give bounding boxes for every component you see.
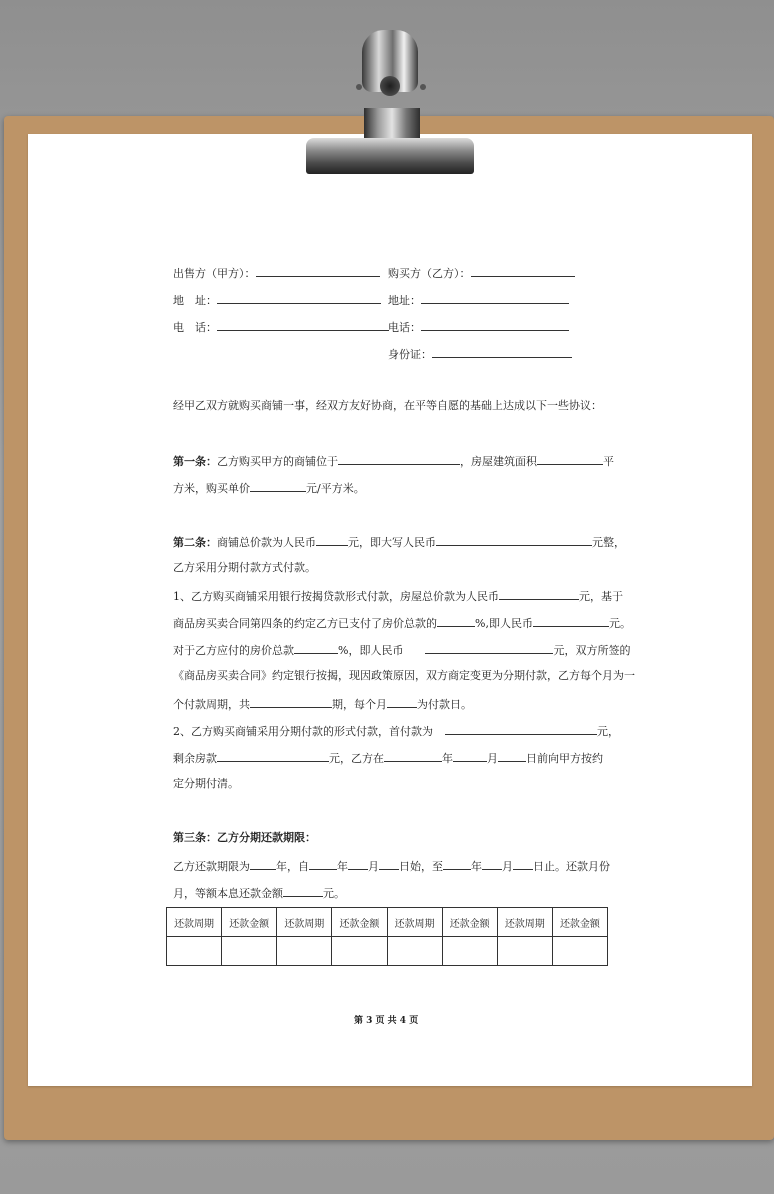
article-2-text: 商铺总价款为人民币: [217, 536, 316, 549]
article-2-p2-line-3: 定分期付清。: [173, 777, 239, 790]
address-row-2: [388, 292, 569, 308]
due-percent-blank[interactable]: [294, 642, 338, 654]
seller-row: [173, 265, 380, 281]
table-header-cell: 还款周期: [277, 908, 332, 937]
article-2-text: 1、乙方购买商铺采用银行按揭贷款形式付款，房屋总价款为人民币: [173, 590, 499, 603]
article-2-p1-line-1: [173, 588, 623, 604]
id-blank[interactable]: [432, 346, 572, 358]
seller-blank[interactable]: [256, 265, 380, 277]
end-day-blank[interactable]: [513, 858, 533, 870]
deadline-day-blank[interactable]: [498, 750, 526, 762]
article-2-text: 商品房买卖合同第四条的约定乙方已支付了房价总款的: [173, 617, 437, 630]
table-header-cell: 还款金额: [552, 908, 607, 937]
article-2-text: 月: [487, 752, 498, 765]
article-3-text: 乙方还款期限为: [173, 860, 250, 873]
article-3-text: 年: [337, 860, 348, 873]
article-2-text: 年: [442, 752, 453, 765]
remaining-amount-blank[interactable]: [217, 750, 329, 762]
article-2-text: %,即人民币: [475, 617, 533, 630]
buyer-blank[interactable]: [471, 265, 575, 277]
article-1-text: ，房屋建筑面积: [460, 455, 537, 468]
shop-location-blank[interactable]: [338, 453, 460, 465]
article-2-p1-line-4: 《商品房买卖合同》约定银行按揭，现因政策原因，双方商定变更为分期付款，乙方每个月为一: [173, 669, 635, 682]
article-2-p1-line-5: [173, 696, 472, 712]
id-label: 身份证：: [388, 348, 432, 361]
article-3-text: 月，等额本息还款金额: [173, 887, 283, 900]
table-cell[interactable]: [332, 937, 387, 966]
article-2-line-1: [173, 534, 625, 550]
unit-price-blank[interactable]: [250, 480, 306, 492]
article-3-title: 第三条：乙方分期还款期限：: [173, 831, 316, 844]
pay-day-blank[interactable]: [387, 696, 417, 708]
article-2-text: 元，乙方在: [329, 752, 384, 765]
table-header-cell: 还款金额: [222, 908, 277, 937]
article-2-text: 元，: [597, 725, 619, 738]
tel-blank-2[interactable]: [421, 319, 569, 331]
article-1-line-1: [173, 453, 614, 469]
intro-paragraph: 经甲乙双方就购买商铺一事，经双方友好协商，在平等自愿的基础上达成以下一些协议：: [173, 399, 602, 412]
article-3-text: 日止。还款月份: [533, 860, 610, 873]
deadline-year-blank[interactable]: [384, 750, 442, 762]
article-2-text: 日前向甲方按约: [526, 752, 603, 765]
address-row-1: [173, 292, 381, 308]
address-label-1: 地 址：: [173, 294, 217, 307]
table-header-cell: 还款金额: [442, 908, 497, 937]
table-header-cell: 还款金额: [332, 908, 387, 937]
article-3-text: 月: [368, 860, 379, 873]
loan-total-blank[interactable]: [499, 588, 579, 600]
article-2-text: 元，双方所签的: [553, 644, 631, 657]
table-cell[interactable]: [222, 937, 277, 966]
due-amount-blank[interactable]: [425, 642, 553, 654]
start-month-blank[interactable]: [348, 858, 368, 870]
start-day-blank[interactable]: [379, 858, 399, 870]
deadline-month-blank[interactable]: [453, 750, 487, 762]
article-3-text: 元。: [323, 887, 345, 900]
article-2-title: 第二条：: [173, 536, 217, 549]
start-year-blank[interactable]: [309, 858, 337, 870]
article-3-line-2: [173, 885, 345, 901]
table-header-cell: 还款周期: [387, 908, 442, 937]
seller-label: 出售方（甲方）：: [173, 267, 256, 280]
table-cell[interactable]: [167, 937, 222, 966]
article-2-text: 为付款日。: [417, 698, 472, 711]
total-price-blank[interactable]: [316, 534, 348, 546]
article-3-text: 年，自: [276, 860, 309, 873]
tel-label-1: 电 话：: [173, 321, 217, 334]
article-1-text: 平: [603, 455, 614, 468]
article-1-text: 乙方购买甲方的商铺位于: [217, 455, 338, 468]
id-row: [388, 346, 572, 362]
table-header-cell: 还款周期: [167, 908, 222, 937]
tel-row-2: [388, 319, 569, 335]
buyer-row: [388, 265, 575, 281]
article-3-text: 月: [502, 860, 513, 873]
article-2-text: 2、乙方购买商铺采用分期付款的形式付款，首付款为: [173, 725, 433, 738]
term-years-blank[interactable]: [250, 858, 276, 870]
down-payment-blank[interactable]: [445, 723, 597, 735]
article-2-p2-line-1: [173, 723, 619, 739]
paid-amount-blank[interactable]: [533, 615, 609, 627]
article-3-text: 年: [471, 860, 482, 873]
period-count-blank[interactable]: [250, 696, 332, 708]
article-1-text: 元/平方米。: [306, 482, 365, 495]
tel-row-1: [173, 319, 389, 335]
repayment-table: [166, 907, 608, 966]
article-2-text: 元，即大写人民币: [348, 536, 436, 549]
article-1-text: 方米，购买单价: [173, 482, 250, 495]
total-price-words-blank[interactable]: [436, 534, 592, 546]
address-blank-2[interactable]: [421, 292, 569, 304]
article-2-text: %，即人民币: [338, 644, 404, 657]
address-label-2: 地址：: [388, 294, 421, 307]
article-2-text: 元，基于: [579, 590, 623, 603]
end-year-blank[interactable]: [443, 858, 471, 870]
article-2-text: 对于乙方应付的房价总款: [173, 644, 294, 657]
table-cell[interactable]: [442, 937, 497, 966]
table-header-cell: 还款周期: [497, 908, 552, 937]
article-2-text: 元。: [608, 617, 631, 630]
article-2-line-2: 乙方采用分期付款方式付款。: [173, 561, 316, 574]
table-cell[interactable]: [497, 937, 552, 966]
floor-area-blank[interactable]: [537, 453, 603, 465]
table-row: [167, 937, 608, 966]
address-blank-1[interactable]: [217, 292, 381, 304]
article-1-line-2: [173, 480, 365, 496]
table-cell[interactable]: [387, 937, 442, 966]
installment-amount-blank[interactable]: [283, 885, 323, 897]
article-2-text: 剩余房款: [173, 752, 217, 765]
article-2-p2-line-2: [173, 750, 603, 766]
table-cell[interactable]: [277, 937, 332, 966]
article-2-text: 个付款周期，共: [173, 698, 250, 711]
table-header-row: [167, 908, 608, 937]
article-3-line-1: [173, 858, 610, 874]
tel-blank-1[interactable]: [217, 319, 389, 331]
article-2-p1-line-3: [173, 642, 630, 658]
article-2-text: 元整，: [592, 536, 625, 549]
article-2-p1-line-2: [173, 615, 631, 631]
end-month-blank[interactable]: [482, 858, 502, 870]
table-cell[interactable]: [552, 937, 607, 966]
tel-label-2: 电话：: [388, 321, 421, 334]
article-3-text: 日始，至: [399, 860, 443, 873]
article-2-text: 期，每个月: [332, 698, 387, 711]
article-1-title: 第一条：: [173, 455, 217, 468]
page-footer: 第 3 页 共 4 页: [354, 1016, 419, 1026]
paid-percent-blank[interactable]: [437, 615, 475, 627]
buyer-label: 购买方（乙方）：: [388, 267, 471, 280]
